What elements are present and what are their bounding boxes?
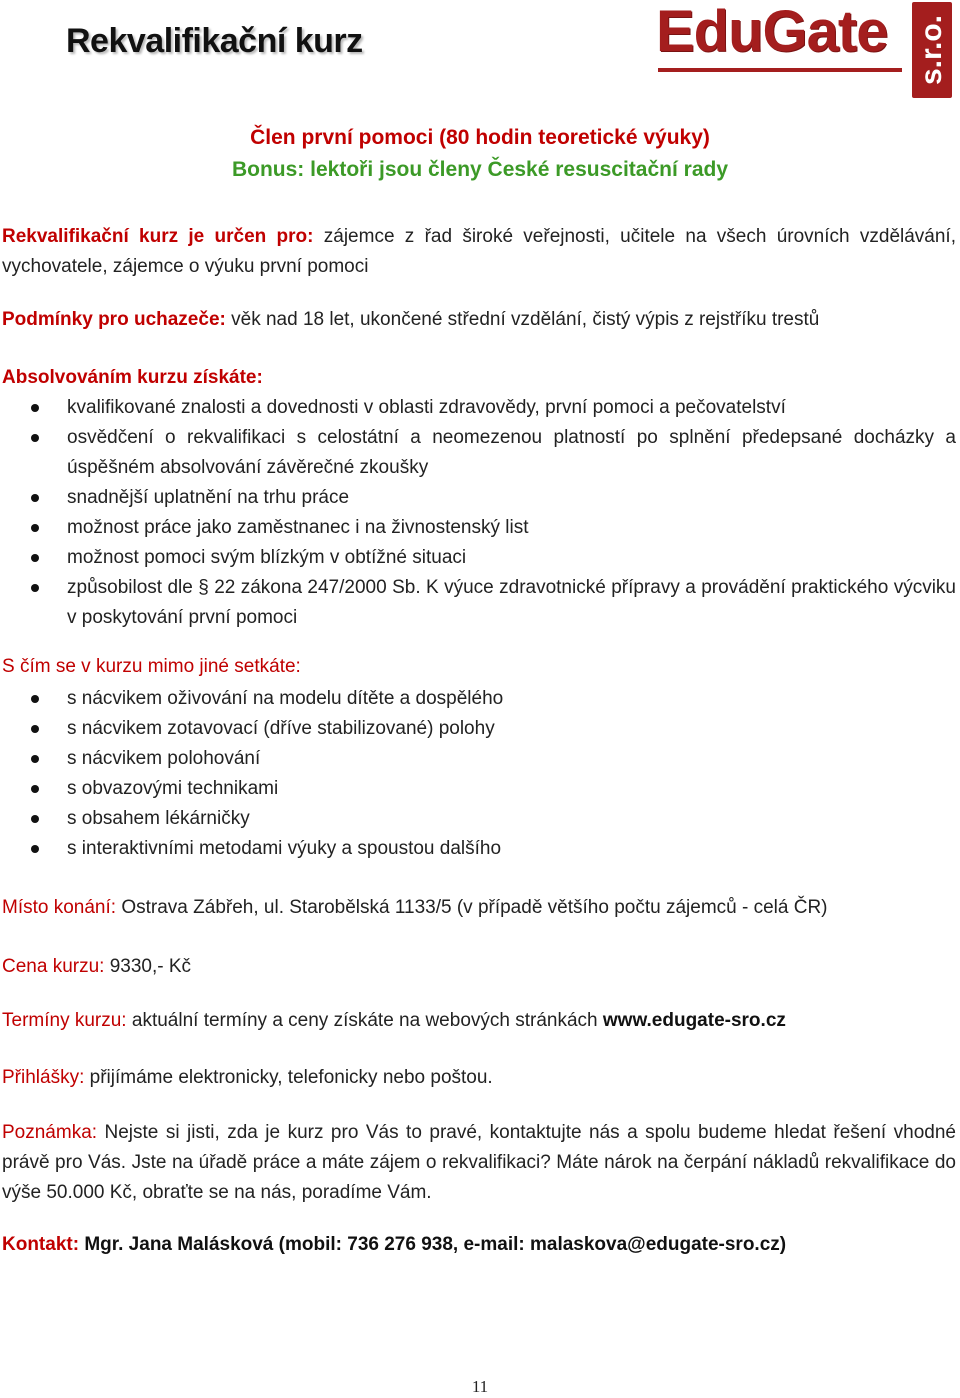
bullet-icon (31, 404, 39, 412)
bullet-icon (31, 554, 39, 562)
course-bonus: Bonus: lektoři jsou členy České resuscitační rady (231, 158, 729, 181)
note-section (2, 1118, 956, 1208)
benefits-label: Absolvováním kurzu získáte: (2, 367, 263, 388)
document-title: Rekvalifikační kurz (66, 22, 363, 60)
note-label: Poznámka: (2, 1122, 98, 1143)
registration-label: Přihlášky: (2, 1067, 85, 1088)
dates-section (2, 1006, 956, 1036)
contact-label: Kontakt: (2, 1234, 80, 1255)
target-section (2, 222, 956, 282)
conditions-text: věk nad 18 let, ukončené střední vzdělání, čistý výpis z rejstříku trestů (231, 309, 820, 330)
encounter-label: S čím se v kurzu mimo jiné setkáte: (2, 656, 301, 677)
venue-section (2, 893, 956, 923)
registration-text: přijímáme elektronicky, telefonicky nebo poštou. (89, 1067, 493, 1088)
conditions-label: Podmínky pro uchazeče: (2, 309, 226, 330)
list-item: snadnější uplatnění na trhu práce (0, 483, 956, 513)
list-item: možnost práce jako zaměstnanec i na živnostenský list (0, 513, 956, 543)
list-item: s nácvikem polohování (0, 744, 956, 774)
price-text: 9330,- Kč (109, 956, 192, 977)
list-item: osvědčení o rekvalifikaci s celostátní a neomezenou platností po splnění předepsané docházky a úspěšném absolvování závěrečné zkoušky (0, 423, 956, 483)
list-item: s obsahem lékárničky (0, 804, 956, 834)
target-label: Rekvalifikační kurz je určen pro: (2, 226, 314, 247)
encounter-list (0, 684, 956, 864)
bullet-icon (31, 725, 39, 733)
page-number: 11 (471, 1377, 489, 1396)
bullet-icon (31, 815, 39, 823)
encounter-heading (2, 652, 956, 682)
logo-wordmark: EduGate (656, 0, 888, 64)
edugate-logo (652, 0, 956, 104)
target-text: zájemce z řad široké veřejnosti, učitele na všech úrovních vzdělávání, vychovatele, zájemce o výuku první pomoci (2, 226, 956, 277)
contact-section (2, 1230, 956, 1260)
logo-underline (658, 68, 902, 72)
bullet-icon (31, 785, 39, 793)
list-item: s nácvikem oživování na modelu dítěte a dospělého (0, 684, 956, 714)
bullet-icon (31, 695, 39, 703)
note-text: Nejste si jisti, zda je kurz pro Vás to pravé, kontaktujte nás a spolu budeme hledat řešení vhodné právě pro Vás. Jste na úřadě práce a máte zájem o rekvalifikaci? Máte nárok na čerpání nákladů rekvalifikace do výše 50.000 Kč, obraťte se na nás, poradíme Vám. (2, 1122, 956, 1203)
bullet-icon (31, 584, 39, 592)
bullet-icon (31, 755, 39, 763)
list-item: s obvazovými technikami (0, 774, 956, 804)
dates-text: aktuální termíny a ceny získáte na webových stránkách (131, 1010, 598, 1031)
venue-label: Místo konání: (2, 897, 117, 918)
list-item: s interaktivními metodami výuky a spoustou dalšího (0, 834, 956, 864)
logo-suffix: s.r.o. (915, 14, 948, 86)
price-section (2, 952, 956, 982)
course-heading: Člen první pomoci (80 hodin teoretické výuky) (250, 126, 710, 149)
bullet-icon (31, 434, 39, 442)
venue-text: Ostrava Zábřeh, ul. Starobělská 1133/5 (v případě většího počtu zájemců - celá ČR) (121, 897, 828, 918)
list-item: kvalifikované znalosti a dovednosti v oblasti zdravovědy, první pomoci a pečovatelství (0, 393, 956, 423)
website-link[interactable]: www.edugate-sro.cz (602, 1010, 786, 1031)
list-item: způsobilost dle § 22 zákona 247/2000 Sb. K výuce zdravotnické přípravy a provádění praktického výcviku v poskytování první pomoci (0, 573, 956, 633)
registration-section (2, 1063, 956, 1093)
list-item: s nácvikem zotavovací (dříve stabilizované) polohy (0, 714, 956, 744)
dates-label: Termíny kurzu: (2, 1010, 127, 1031)
conditions-section (2, 305, 956, 335)
benefits-heading (2, 363, 956, 393)
benefits-list (0, 393, 956, 633)
bullet-icon (31, 524, 39, 532)
bullet-icon (31, 494, 39, 502)
list-item: možnost pomoci svým blízkým v obtížné situaci (0, 543, 956, 573)
price-label: Cena kurzu: (2, 956, 105, 977)
logo-suffix-box (912, 2, 952, 98)
bullet-icon (31, 845, 39, 853)
contact-text: Mgr. Jana Malásková (mobil: 736 276 938, e-mail: malaskova@edugate-sro.cz) (84, 1234, 787, 1255)
